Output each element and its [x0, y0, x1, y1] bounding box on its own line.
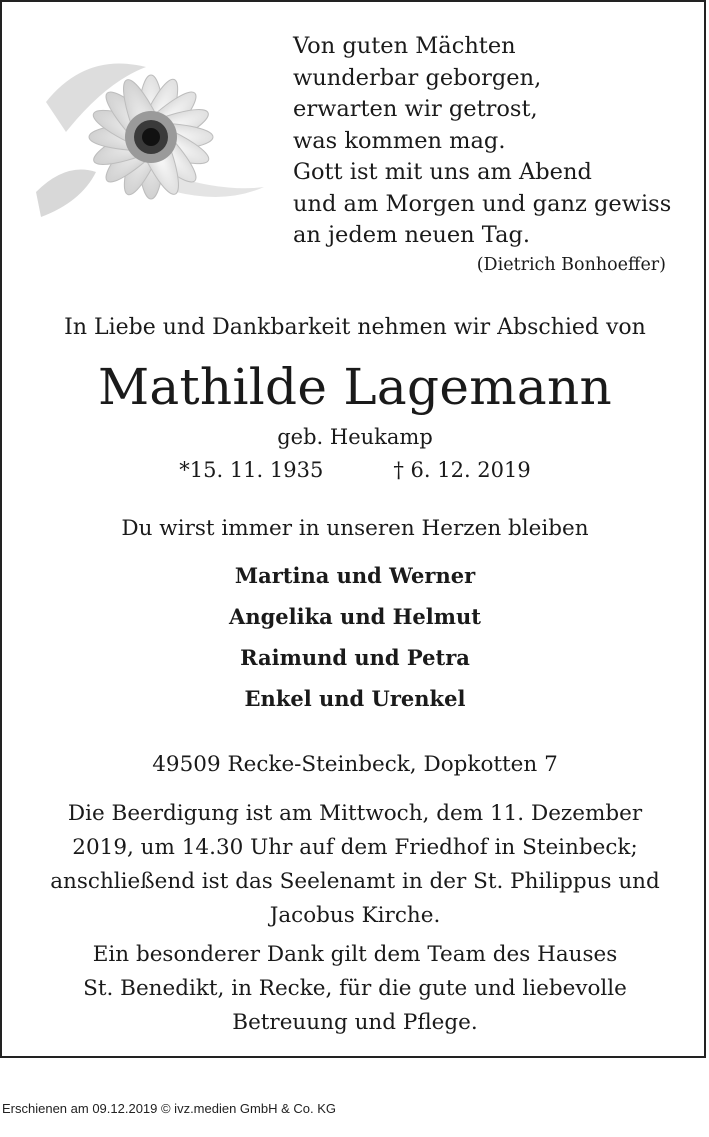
- funeral-line: Jacobus Kirche.: [269, 903, 441, 928]
- poem-line: Von guten Mächten: [293, 33, 516, 59]
- funeral-line: 2019, um 14.30 Uhr auf dem Friedhof in Steinbeck;: [72, 835, 638, 860]
- poem-line: Gott ist mit uns am Abend: [293, 159, 592, 185]
- mourner: Martina und Werner: [234, 563, 476, 588]
- mourners-list: [2, 555, 708, 719]
- poem: [293, 31, 693, 252]
- death-date: † 6. 12. 2019: [393, 458, 531, 482]
- mourner: Angelika und Helmut: [229, 604, 481, 629]
- poem-line: und am Morgen und ganz gewiss: [293, 190, 672, 217]
- funeral-line: anschließend ist das Seelenamt in der St. Philippus und: [50, 869, 660, 894]
- flower-image: [26, 42, 266, 252]
- life-dates: [2, 458, 708, 482]
- poem-line: wunderbar geborgen,: [293, 64, 542, 91]
- intro-text: In Liebe und Dankbarkeit nehmen wir Abschied von: [64, 315, 646, 340]
- funeral-info: [2, 797, 708, 933]
- mourner: Enkel und Urenkel: [244, 686, 466, 711]
- thanks-line: Ein besonderer Dank gilt dem Team des Hauses: [92, 942, 618, 967]
- address: 49509 Recke-Steinbeck, Dopkotten 7: [152, 752, 558, 777]
- maiden-name: geb. Heukamp: [277, 425, 433, 449]
- thanks-note: [2, 938, 708, 1040]
- poem-line: was kommen mag.: [293, 127, 506, 154]
- birth-date: *15. 11. 1935: [179, 458, 324, 482]
- mourner: Raimund und Petra: [240, 645, 470, 670]
- thanks-line: St. Benedikt, in Recke, für die gute und liebevolle: [83, 976, 627, 1001]
- deceased-name: Mathilde Lagemann: [97, 358, 613, 416]
- publication-footer: Erschienen am 09.12.2019 © ivz.medien GmbH & Co. KG: [2, 1101, 337, 1116]
- funeral-line: Die Beerdigung ist am Mittwoch, dem 11. Dezember: [67, 801, 643, 826]
- poem-line: erwarten wir getrost,: [293, 96, 538, 122]
- closing-line: Du wirst immer in unseren Herzen bleiben: [121, 516, 589, 541]
- thanks-line: Betreuung und Pflege.: [232, 1010, 478, 1035]
- poem-line: an jedem neuen Tag.: [293, 222, 531, 248]
- poem-source: (Dietrich Bonhoeffer): [476, 255, 666, 275]
